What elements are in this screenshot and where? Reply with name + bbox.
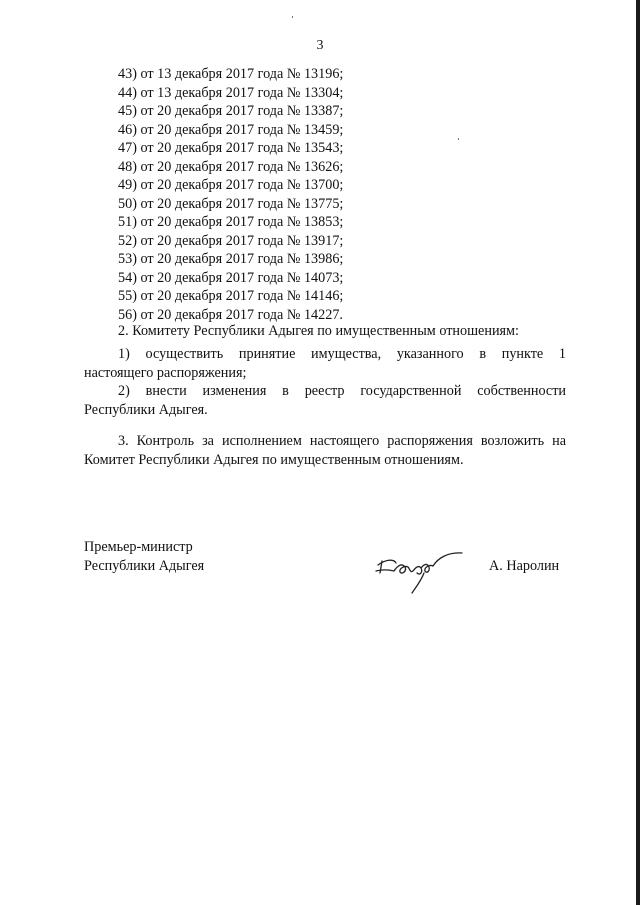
decree-list-item: 48) от 20 декабря 2017 года № 13626; — [118, 158, 344, 175]
decree-list-item: 49) от 20 декабря 2017 года № 13700; — [118, 177, 344, 193]
section-2-heading-text: 2. Комитету Республики Адыгея по имущественным отношениям: — [118, 323, 519, 339]
section-2-item-1-line-1: 1) осуществить принятие имущества, указанного в пункте 1 — [118, 346, 566, 362]
section-2-heading — [84, 322, 566, 341]
decree-list-item: 51) от 20 декабря 2017 года № 13853; — [118, 214, 344, 230]
decree-list-item: 56) от 20 декабря 2017 года № 14227. — [118, 306, 343, 323]
scan-speck — [458, 138, 459, 140]
decree-list-item: 46) от 20 декабря 2017 года № 13459; — [118, 121, 344, 138]
decree-list-item: 47) от 20 декабря 2017 года № 13543; — [118, 140, 344, 156]
scan-speck — [292, 16, 293, 18]
decree-list-item: 55) от 20 декабря 2017 года № 14146; — [118, 288, 344, 304]
decree-list-item: 50) от 20 декабря 2017 года № 13775; — [118, 195, 344, 212]
section-2-item-1-line-2: настоящего распоряжения; — [84, 364, 247, 381]
decree-list-item: 43) от 13 декабря 2017 года № 13196; — [118, 66, 344, 82]
section-2-item-1 — [84, 345, 566, 382]
signatory-title-line-2: Республики Адыгея — [84, 557, 205, 574]
signatory-title-line-1: Премьер-министр — [84, 539, 193, 555]
signatory-title — [84, 538, 204, 575]
decree-list-item: 53) от 20 декабря 2017 года № 13986; — [118, 251, 344, 267]
decree-list-item: 54) от 20 декабря 2017 года № 14073; — [118, 269, 344, 286]
section-2-item-2-line-2: Республики Адыгея. — [84, 401, 208, 418]
scan-edge — [636, 0, 640, 905]
page-number: 3 — [316, 38, 324, 53]
section-3-line-2: Комитет Республики Адыгея по имущественным отношениям. — [84, 451, 464, 468]
section-2-item-2 — [84, 382, 566, 419]
section-2-item-2-line-1: 2) внести изменения в реестр государственной собственности — [118, 383, 566, 399]
decree-list-item: 45) от 20 декабря 2017 года № 13387; — [118, 103, 344, 119]
section-3 — [84, 432, 566, 469]
handwritten-signature — [372, 543, 472, 595]
decree-list-item: 52) от 20 декабря 2017 года № 13917; — [118, 232, 344, 249]
signatory-name: А. Наролин — [489, 558, 560, 574]
decree-list — [118, 65, 343, 324]
section-3-line-1: 3. Контроль за исполнением настоящего распоряжения возложить на — [118, 433, 566, 449]
decree-list-item: 44) от 13 декабря 2017 года № 13304; — [118, 84, 344, 101]
